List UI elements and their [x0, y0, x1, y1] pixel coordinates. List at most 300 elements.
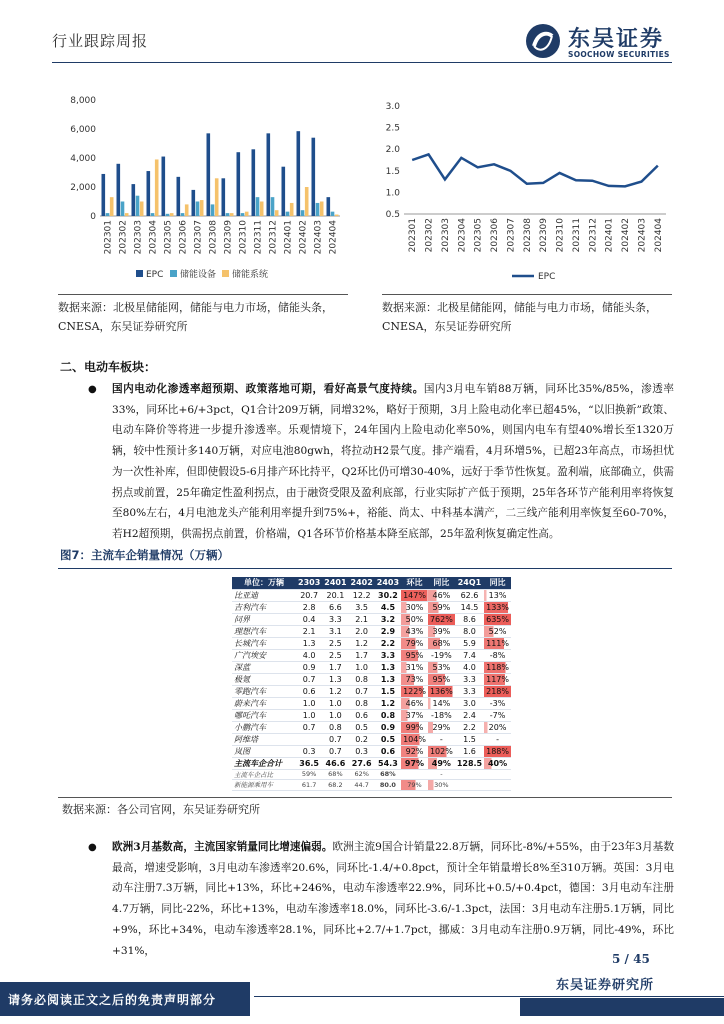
- table-cell: -18%: [428, 709, 455, 721]
- table-cell: 14.5: [455, 601, 484, 613]
- x-tick-label: 202310: [238, 220, 249, 255]
- table-cell: 14%: [428, 697, 455, 709]
- automaker-name: 主流车企占比: [232, 769, 296, 780]
- figure-divider: [58, 568, 672, 569]
- table-cell: [401, 769, 428, 780]
- x-tick-label: 202302: [118, 220, 129, 255]
- table-cell: 0.8: [322, 721, 348, 733]
- bar-0: [252, 149, 256, 216]
- table-cell: [296, 733, 322, 745]
- table-cell: 80.0: [375, 780, 401, 791]
- table-row: [232, 661, 511, 673]
- table-cell: 3.3: [375, 649, 401, 661]
- table-row: [232, 745, 511, 757]
- y-tick-label: 2.5: [385, 123, 400, 134]
- table-cell: 136%: [429, 686, 453, 696]
- bar-2: [125, 213, 129, 216]
- y-tick-label: 2,000: [70, 183, 96, 193]
- x-tick-label: 202307: [506, 218, 517, 253]
- bar-2: [140, 202, 144, 217]
- table-cell: 0.3: [349, 745, 375, 757]
- table-header-cell: 24Q1: [455, 577, 484, 589]
- table-cell: 762%: [429, 614, 453, 624]
- table-cell: 20.7: [296, 589, 322, 601]
- bar-1: [196, 202, 200, 217]
- table-cell: 95%: [401, 649, 428, 661]
- table-cell: 6.6: [322, 601, 348, 613]
- table-cell: 0.9: [375, 721, 401, 733]
- automaker-sales-table: [232, 577, 511, 791]
- table-cell: 36.5: [296, 757, 322, 769]
- table-cell: [484, 780, 511, 791]
- logo-icon: [524, 22, 562, 60]
- automaker-name: 比亚迪: [232, 589, 296, 601]
- table-cell: 37%: [401, 709, 428, 721]
- legend-swatch: [136, 270, 143, 277]
- x-tick-label: 202311: [571, 218, 582, 253]
- bar-1: [211, 204, 215, 216]
- table-cell: 1.0: [322, 709, 348, 721]
- x-tick-label: 202307: [193, 220, 204, 255]
- x-tick-label: 202301: [408, 218, 419, 253]
- automaker-name: 广汽埃安: [232, 649, 296, 661]
- table-cell: 12.2: [349, 589, 375, 601]
- x-tick-label: 202311: [253, 220, 264, 255]
- bar-0: [267, 133, 271, 216]
- table-cell: 1.0: [322, 697, 348, 709]
- table-cell: 188%: [486, 746, 509, 756]
- bar-0: [312, 138, 316, 216]
- table-header-cell: 同比: [484, 577, 511, 589]
- bar-2: [230, 213, 234, 216]
- table-header-cell: 2303: [298, 578, 321, 588]
- table-cell: 68%: [375, 769, 401, 780]
- bar-1: [181, 213, 185, 216]
- figure-title: 图7：主流车企销量情况（万辆）: [60, 548, 229, 562]
- y-tick-label: 8,000: [70, 96, 96, 106]
- table-cell: 1.3: [375, 661, 401, 673]
- table-row: [232, 709, 511, 721]
- table-row: [232, 589, 511, 601]
- table-cell: 2.1: [349, 613, 375, 625]
- chart-divider-left: [58, 294, 348, 295]
- bar-0: [237, 152, 241, 216]
- table-cell: 0.6: [375, 745, 401, 757]
- table-header-cell: 2402: [350, 578, 373, 588]
- y-tick-label: 2.0: [385, 145, 400, 156]
- bar-1: [271, 197, 275, 216]
- x-tick-label: 202306: [178, 220, 189, 255]
- table-cell: 40%: [484, 757, 511, 769]
- table-cell: 46%: [401, 697, 428, 709]
- automaker-name: 岚图: [232, 745, 296, 757]
- table-cell: 0.7: [296, 721, 322, 733]
- footer-bar: [520, 998, 724, 1016]
- table-cell: 1.3: [375, 673, 401, 685]
- legend-label: EPC: [538, 272, 556, 282]
- bar-2: [170, 213, 174, 216]
- bar-1: [256, 197, 260, 216]
- legend-label: EPC: [146, 270, 164, 280]
- table-cell: 1.6: [455, 745, 484, 757]
- table-cell: 0.6: [296, 685, 322, 697]
- paragraph-lead: 欧洲3月基数高，主流国家销量同比增速偏弱。: [112, 841, 333, 853]
- table-cell: 0.9: [296, 661, 322, 673]
- table-row: [232, 697, 511, 709]
- table-cell: -19%: [428, 649, 455, 661]
- bar-2: [110, 197, 114, 216]
- bar-2: [320, 202, 324, 217]
- storage-bid-bar-chart: [58, 88, 358, 298]
- table-cell: 0.7: [296, 673, 322, 685]
- table-cell: 2.9: [375, 625, 401, 637]
- table-header-cell: 2403: [376, 578, 400, 588]
- header-divider: [52, 62, 672, 63]
- table-cell: 20.1: [322, 589, 348, 601]
- table-cell: 43%: [401, 625, 428, 637]
- table-cell: 31%: [401, 661, 428, 673]
- table-cell: 52%: [484, 625, 511, 637]
- table-cell: 8.0: [455, 625, 484, 637]
- table-cell: 1.0: [296, 697, 322, 709]
- bar-0: [282, 167, 286, 216]
- bar-2: [200, 200, 204, 216]
- table-cell: -7%: [484, 709, 511, 721]
- x-tick-label: 202402: [621, 218, 632, 253]
- table-cell: 61.7: [296, 780, 322, 791]
- automaker-name: 主流车企合计: [232, 757, 296, 769]
- x-tick-label: 202305: [163, 220, 174, 255]
- table-cell: 62%: [349, 769, 375, 780]
- x-tick-label: 202402: [298, 220, 309, 255]
- bar-0: [192, 190, 196, 216]
- bar-1: [241, 213, 245, 216]
- table-row: [232, 613, 511, 625]
- bar-2: [260, 202, 264, 217]
- table-cell: -8%: [484, 649, 511, 661]
- epc-price-line-chart: [372, 94, 672, 294]
- table-cell: 102%: [429, 746, 453, 756]
- x-tick-label: 202304: [148, 220, 159, 255]
- table-cell: 0.2: [349, 733, 375, 745]
- table-cell: 1.2: [375, 697, 401, 709]
- table-cell: 2.4: [455, 709, 484, 721]
- table-cell: 79%: [401, 637, 428, 649]
- table-cell: 128.5: [456, 758, 483, 768]
- automaker-name: 新能源乘用车: [232, 780, 296, 791]
- table-cell: 2.2: [375, 637, 401, 649]
- automaker-name: 长城汽车: [232, 637, 296, 649]
- legend-label: 储能系统: [232, 270, 269, 280]
- source-right: 数据来源：北极星储能网，储能与电力市场，储能头条，CNESA，东吴证券研究所: [382, 301, 657, 333]
- table-cell: 0.8: [375, 709, 401, 721]
- table-cell: 1.7: [349, 649, 375, 661]
- x-tick-label: 202404: [653, 218, 664, 253]
- table-body: [232, 589, 511, 790]
- bar-1: [286, 212, 290, 216]
- table-cell: 3.1: [322, 625, 348, 637]
- bar-0: [297, 131, 301, 216]
- table-cell: 0.7: [322, 745, 348, 757]
- x-tick-label: 202308: [208, 220, 219, 255]
- table-cell: 79%: [401, 780, 428, 791]
- table-cell: 8.6: [455, 613, 484, 625]
- table-cell: 92%: [401, 745, 428, 757]
- table-row: [232, 685, 511, 697]
- table-cell: [455, 780, 484, 791]
- x-tick-label: 202303: [440, 218, 451, 253]
- y-tick-label: 1.5: [385, 166, 400, 177]
- bar-2: [275, 210, 279, 216]
- table-cell: 73%: [401, 673, 428, 685]
- y-tick-label: 0: [90, 212, 96, 222]
- table-row: [232, 721, 511, 733]
- automaker-name: 蔚来汽车: [232, 697, 296, 709]
- automaker-name: 吉利汽车: [232, 601, 296, 613]
- figure-bottom-divider: [58, 797, 672, 798]
- table-cell: 20%: [484, 721, 511, 733]
- automaker-name: 理想汽车: [232, 625, 296, 637]
- paragraph-lead: 国内电动化渗透率超预期、政策落地可期，看好高景气度持续。: [112, 383, 424, 395]
- automaker-name: 极氪: [232, 673, 296, 685]
- automaker-name: 深蓝: [232, 661, 296, 673]
- table-cell: 1.7: [322, 661, 348, 673]
- bar-1: [316, 203, 320, 216]
- x-tick-label: 202309: [539, 218, 550, 253]
- table-cell: 68%: [428, 637, 455, 649]
- bar-1: [331, 212, 335, 216]
- table-row: [232, 757, 511, 769]
- table-cell: 117%: [486, 674, 509, 684]
- table-cell: 13%: [484, 589, 511, 601]
- table-cell: 2.0: [349, 625, 375, 637]
- table-cell: 1.5: [375, 685, 401, 697]
- table-cell: 29%: [428, 721, 455, 733]
- table-cell: 1.5: [455, 733, 484, 745]
- table-cell: 1.3: [322, 673, 348, 685]
- disclaimer-bar: [0, 982, 250, 1016]
- bar-chart-svg: [58, 88, 358, 298]
- legend-swatch: [222, 270, 229, 277]
- bar-0: [207, 133, 211, 216]
- bar-1: [136, 196, 140, 216]
- x-tick-label: 202403: [313, 220, 324, 255]
- series-line-epc: [412, 154, 658, 186]
- table-cell: 0.7: [349, 685, 375, 697]
- table-cell: 0.7: [322, 733, 348, 745]
- bar-0: [147, 171, 151, 216]
- bar-0: [177, 177, 181, 216]
- x-tick-label: 202308: [522, 218, 533, 253]
- table-cell: 1.2: [322, 685, 348, 697]
- table-row: [232, 673, 511, 685]
- table-cell: 122%: [403, 686, 426, 696]
- paragraph-domestic-ev: [112, 379, 674, 545]
- table-header-cell: 2401: [324, 578, 347, 588]
- table-cell: 4.5: [375, 601, 401, 613]
- line-chart-svg: [372, 94, 672, 294]
- table-header-cell: 同比: [428, 577, 455, 589]
- bullet-icon: ●: [88, 384, 97, 395]
- table-cell: 111%: [486, 638, 509, 648]
- bar-0: [162, 157, 166, 216]
- legend-swatch: [170, 270, 177, 277]
- table-cell: -: [428, 733, 455, 745]
- automaker-name: 问界: [232, 613, 296, 625]
- paragraph-europe-ev: [112, 837, 674, 961]
- table-cell: 46%: [428, 589, 455, 601]
- table-cell: [484, 769, 511, 780]
- section-title: 二、电动车板块：: [60, 360, 157, 374]
- table-cell: [455, 769, 484, 780]
- footer-organization: 东吴证券研究所: [556, 978, 655, 993]
- bar-0: [132, 184, 136, 216]
- x-tick-label: 202301: [103, 220, 114, 255]
- table-row: [232, 601, 511, 613]
- x-tick-label: 202403: [637, 218, 648, 253]
- table-cell: 53%: [428, 661, 455, 673]
- table-cell: 1.3: [296, 637, 322, 649]
- table-cell: 3.5: [349, 601, 375, 613]
- y-tick-label: 0.5: [385, 210, 400, 220]
- x-tick-label: 202312: [268, 220, 279, 255]
- bar-2: [155, 159, 159, 216]
- y-tick-label: 1.0: [385, 188, 400, 199]
- bar-0: [222, 178, 226, 216]
- table-cell: 30%: [428, 780, 455, 791]
- table-cell: -: [484, 733, 511, 745]
- table-cell: 3.3: [322, 613, 348, 625]
- y-tick-label: 3.0: [385, 102, 400, 112]
- table-cell: 49%: [428, 757, 455, 769]
- x-tick-label: 202309: [223, 220, 234, 255]
- table-cell: 118%: [486, 662, 509, 672]
- logo-name-cn: 东吴证券: [568, 27, 665, 52]
- bar-2: [290, 203, 294, 216]
- table-row: [232, 625, 511, 637]
- bar-0: [117, 164, 121, 216]
- report-type: 行业跟踪周报: [52, 32, 149, 50]
- table-cell: 50%: [401, 613, 428, 625]
- table-cell: 104%: [403, 734, 426, 744]
- table-header-cell: 环比: [401, 577, 428, 589]
- y-tick-label: 6,000: [70, 125, 96, 135]
- table-cell: 218%: [486, 686, 509, 696]
- table-cell: 133%: [486, 602, 509, 612]
- table-cell: 3.3: [455, 673, 484, 685]
- table-cell: 2.5: [322, 649, 348, 661]
- table-cell: 635%: [486, 614, 509, 624]
- bar-2: [305, 187, 309, 216]
- table-cell: 30%: [401, 601, 428, 613]
- logo-name-en: SOOCHOW SECURITIES: [568, 50, 670, 59]
- x-tick-label: 202404: [328, 220, 339, 255]
- table-header-cell: 单位：万辆: [232, 577, 296, 589]
- bar-2: [215, 178, 219, 216]
- x-tick-label: 202401: [283, 220, 294, 255]
- y-tick-label: 4,000: [70, 154, 96, 164]
- bar-2: [335, 215, 339, 216]
- x-tick-label: 202310: [555, 218, 566, 253]
- automaker-name: 阿维塔: [232, 733, 296, 745]
- table-row: [232, 780, 511, 791]
- figure-source: 数据来源：各公司官网，东吴证券研究所: [62, 803, 260, 816]
- table-cell: 30.2: [375, 589, 401, 601]
- table-cell: 2.5: [322, 637, 348, 649]
- table-cell: 147%: [403, 590, 426, 600]
- bar-1: [106, 213, 110, 216]
- table-cell: 54.3: [375, 757, 401, 769]
- x-tick-label: 202303: [133, 220, 144, 255]
- bar-1: [121, 202, 125, 217]
- x-tick-label: 202302: [424, 218, 435, 253]
- table-cell: 7.4: [455, 649, 484, 661]
- table-cell: 4.0: [296, 649, 322, 661]
- table-cell: 39%: [428, 625, 455, 637]
- table-cell: 44.7: [349, 780, 375, 791]
- table-row: [232, 637, 511, 649]
- automaker-name: 小鹏汽车: [232, 721, 296, 733]
- source-left: 数据来源：北极星储能网，储能与电力市场，储能头条，CNESA，东吴证券研究所: [58, 301, 333, 333]
- disclaimer-text: 请务必阅读正文之后的免责声明部分: [8, 993, 217, 1007]
- table-cell: 2.2: [455, 721, 484, 733]
- table-row: [232, 733, 511, 745]
- table-cell: 5.9: [455, 637, 484, 649]
- table-cell: 4.0: [455, 661, 484, 673]
- table-cell: 46.6: [322, 757, 348, 769]
- x-tick-label: 202304: [457, 218, 468, 253]
- table-cell: 68.2: [322, 780, 348, 791]
- bullet-icon: ●: [88, 842, 97, 853]
- table-cell: 3.0: [455, 697, 484, 709]
- legend-label: 储能设备: [180, 270, 217, 280]
- brand-logo: [524, 22, 674, 62]
- table-cell: 59%: [296, 769, 322, 780]
- table-cell: 59%: [428, 601, 455, 613]
- bar-2: [185, 204, 189, 216]
- table-cell: 0.3: [296, 745, 322, 757]
- bar-0: [327, 197, 331, 216]
- table-row: [232, 769, 511, 780]
- table-cell: -3%: [484, 697, 511, 709]
- table-header-row: [232, 577, 511, 589]
- x-tick-label: 202312: [588, 218, 599, 253]
- table-cell: 0.8: [349, 697, 375, 709]
- bar-0: [102, 174, 106, 216]
- table-cell: 62.6: [455, 589, 484, 601]
- table-cell: 2.1: [296, 625, 322, 637]
- paragraph-body: 国内3月电车销88万辆，同环比35%/85%，渗透率33%，同环比+6/+3pct，Q1合计209万辆，同增32%，略好于预期，3月上险电动化率已超45%，“以旧换新”政策、电动车降价等将进一步提升渗透率。乐观情境下，24年国内上险电动化率50%，则国内电车有望40%增长至1320万辆，较中性预计多140万辆，对应电池80gwh，将拉动H2景气度。排产端看，4月环增5%，已超23年高点，市场担忧为一次性补库，但即使假设5-6月排产环比持平，Q2环比仍可增30-40%，远好于季节性恢复。盈利端，底部确立，供需拐点或前置，25年确定性盈利拐点，由于融资受限及盈利底部，行业实际扩产低于预期，25年各环节产能利用率将恢复至80%左右，4月电池龙头产能利用率提升到75%+，裕能、尚太、中科基本满产，二三线产能利用率恢复至60-70%，若H2超预期，供需拐点前置，价格端，Q1各环节价格基本降至底部，25年盈利恢复确定性高。: [112, 383, 675, 540]
- table-cell: 95%: [428, 673, 455, 685]
- x-tick-label: 202401: [604, 218, 615, 253]
- table-cell: 0.5: [375, 733, 401, 745]
- table-cell: 68%: [322, 769, 348, 780]
- bar-2: [245, 212, 249, 216]
- table-cell: 1.0: [349, 661, 375, 673]
- table-cell: -: [428, 769, 455, 780]
- paragraph-body: 欧洲主流9国合计销量22.8万辆，同环比-8%/+55%，由于23年3月基数最高，增速受影响，3月电动车渗透率20.6%，同环比-1.4/+0.8pct，预计全年销量增长8%至310万辆。英国：3月电动车注册7.3万辆，同比+13%，环比+246%，电动车渗透率22.9%，同环比+0.5/+0.4pct，德国：3月电动车注册4.7万辆，同比-22%，环比+13%，电动车渗透率18.0%，同环比-3.6/-1.3pct，法国：3月电动车注册5.1万辆，同比+9%，环比+34%，电动车渗透率28.1%，同环比+2.7/+1.7pct，挪威：3月电动车注册0.9万辆，同比-49%，环比+31%，: [112, 841, 674, 957]
- table-cell: 27.6: [349, 757, 375, 769]
- chart-divider-right: [382, 294, 672, 295]
- table-cell: 97%: [401, 757, 428, 769]
- table-row: [232, 649, 511, 661]
- table-cell: 0.8: [349, 673, 375, 685]
- table-cell: 0.4: [296, 613, 322, 625]
- table-cell: 1.2: [349, 637, 375, 649]
- automaker-name: 哪吒汽车: [232, 709, 296, 721]
- table-cell: 1.0: [296, 709, 322, 721]
- table-cell: 99%: [401, 721, 428, 733]
